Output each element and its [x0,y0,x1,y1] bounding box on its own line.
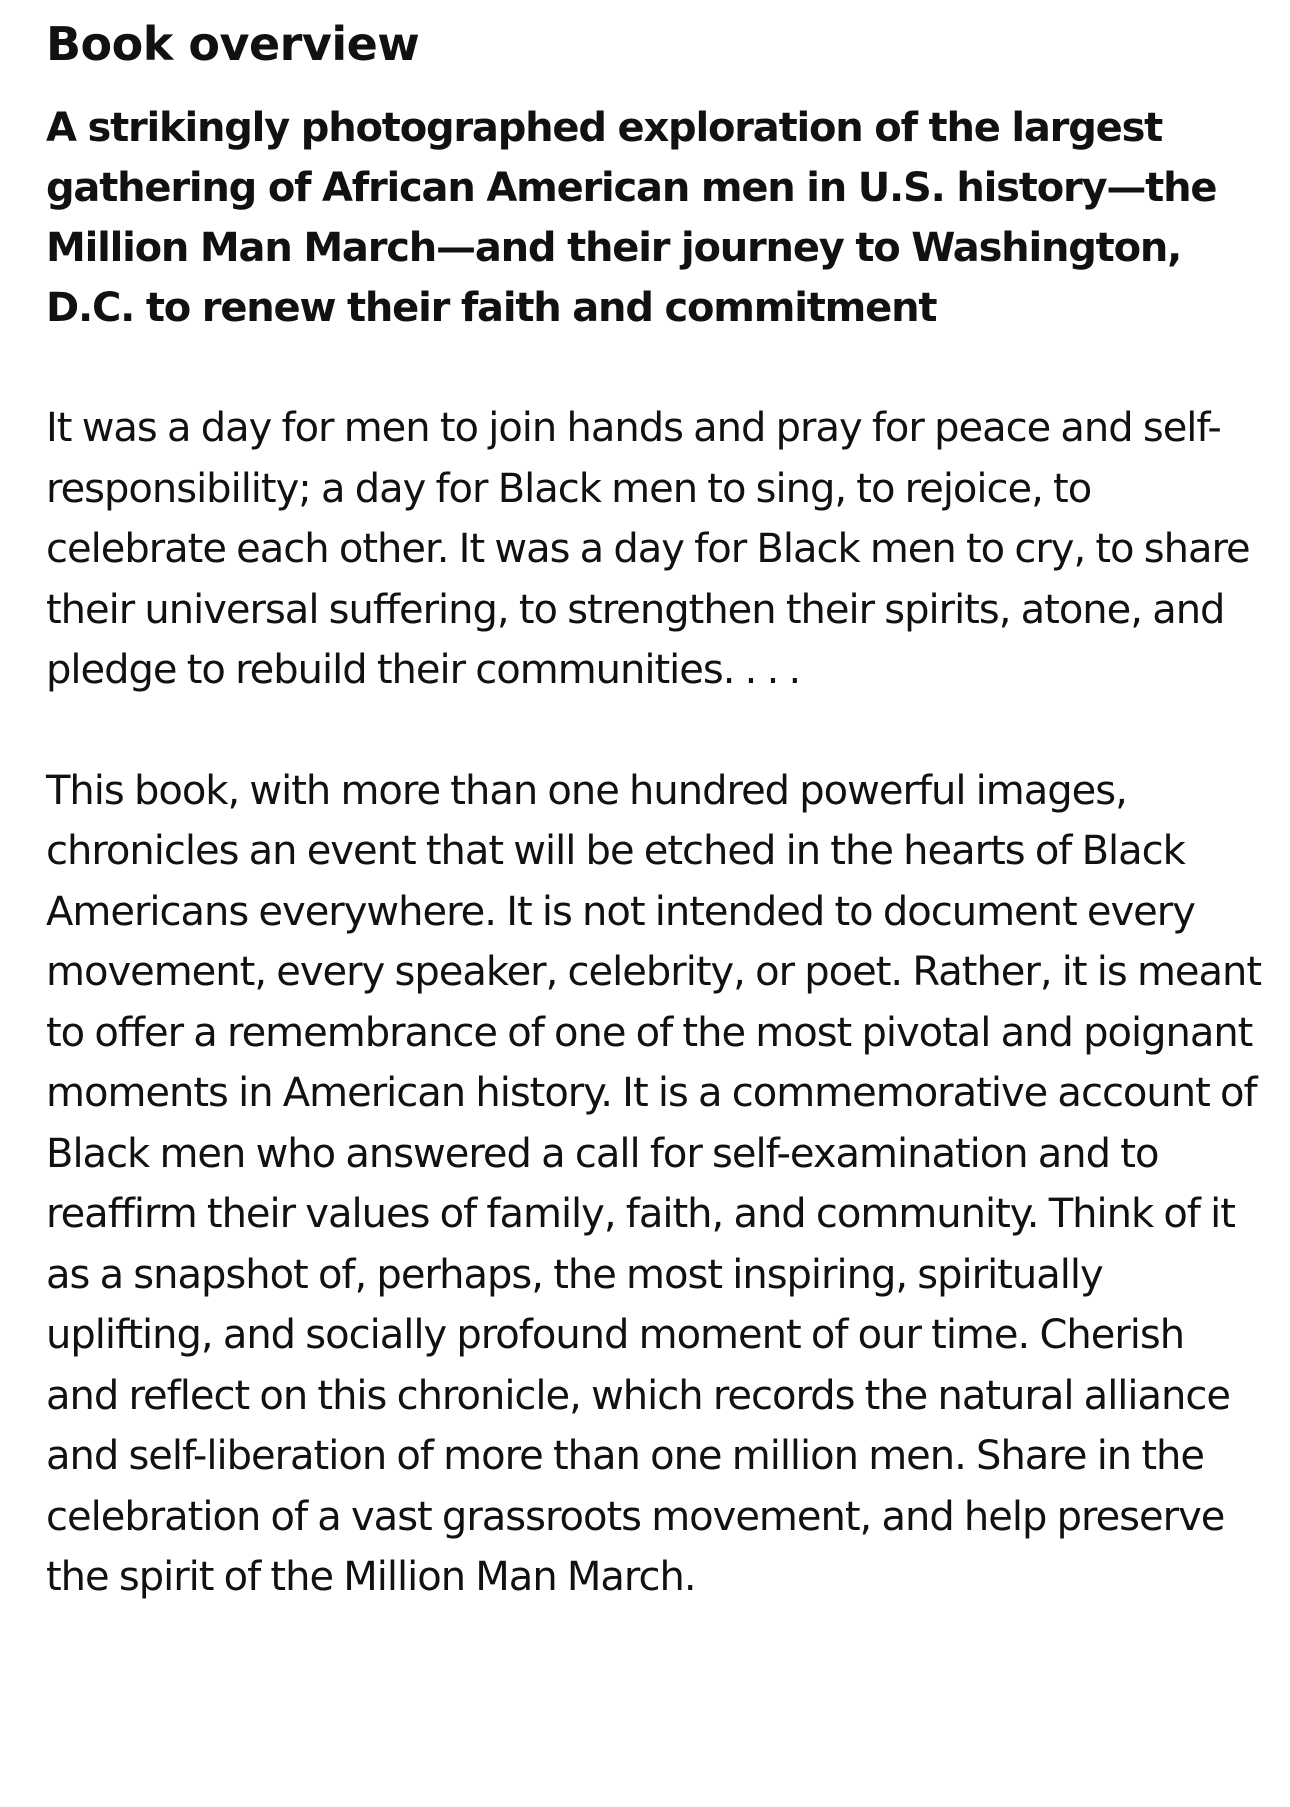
book-overview-section [46,0,1262,1608]
section-title: Book overview [46,17,420,71]
description-paragraph: It was a day for men to join hands and pray for peace and self-responsibility; a day for Black men to sing, to rejoice, to celebrate each other. It was a day for Black men to cry, to share their universal suffering, to strengthen their spirits, atone, and pledge to rebuild their communities. . . . [46,405,1250,693]
description-paragraph: This book, with more than one hundred powerful images, chronicles an event that will be etched in the hearts of Black Americans everywhere. It is not intended to document every movement, every speaker, celebrity, or poet. Rather, it is meant to offer a remembrance of one of the most pivotal and poignant moments in American history. It is a commemorative account of Black men who answered a call for self-examination and to reaffirm their values of family, faith, and community. Think of it as a snapshot of, perhaps, the most inspiring, spiritually uplifting, and socially profound moment of our time. Cherish and reflect on this chronicle, which records the natural alliance and self-liberation of more than one million men. Share in the celebration of a vast grassroots movement, and help preserve the spirit of the Million Man March. [46,767,1262,1600]
book-subtitle: A strikingly photographed exploration of the largest gathering of African American men in U.S. history—the Million Man March—and their journey to Washington, D.C. to renew their faith and commitment [46,105,1217,331]
